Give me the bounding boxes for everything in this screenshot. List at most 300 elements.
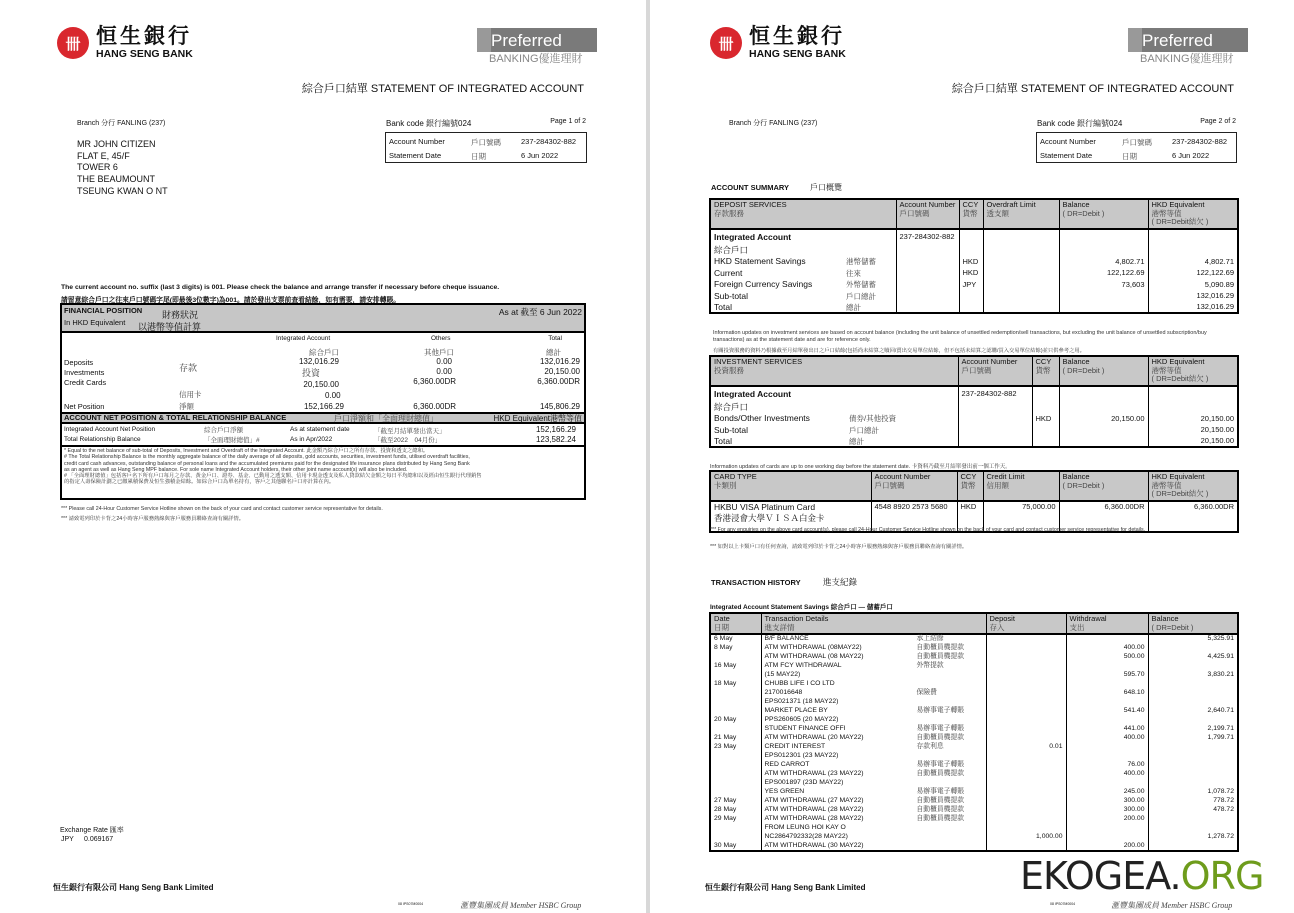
table-cell <box>983 267 1059 279</box>
transaction-withdrawal <box>1066 779 1148 788</box>
header-label-zh: ( DR=Debit結欠 ) <box>1151 217 1209 226</box>
transaction-balance <box>1148 770 1238 779</box>
account-number-label-zh: 戶口號碼 <box>1122 138 1152 147</box>
transaction-details-cell <box>761 815 986 824</box>
transaction-date <box>710 752 761 761</box>
transaction-balance: 4,425.91 <box>1148 653 1238 662</box>
transaction-balance <box>1148 824 1238 833</box>
header-label-zh: 日期 <box>714 622 729 632</box>
header-label: CCY <box>962 200 979 209</box>
transaction-withdrawal: 300.00 <box>1066 797 1148 806</box>
header-label-zh: ( DR=Debit ) <box>1151 622 1194 632</box>
transaction-details-zh: 自動櫃員機提款 <box>916 796 965 804</box>
transaction-row <box>710 743 1238 752</box>
address-line: MR JOHN CITIZEN <box>77 139 156 149</box>
header-label-zh: 港幣等值 <box>1151 480 1182 490</box>
transaction-details-cell <box>761 842 986 852</box>
table-row <box>710 290 1238 302</box>
deposits-label: Deposits <box>64 358 94 367</box>
transaction-details-zh: 自動櫃員機提款 <box>916 805 965 813</box>
row-label-cell <box>710 229 896 244</box>
transaction-balance <box>1148 815 1238 824</box>
table-cell <box>959 229 983 244</box>
transaction-details-zh: 自動櫃員機提款 <box>916 643 965 651</box>
header-label: Deposit <box>989 614 1015 623</box>
table-cell: 122,122.69 <box>1059 267 1148 279</box>
transaction-balance: 1,799.71 <box>1148 734 1238 743</box>
table-row <box>710 386 1238 401</box>
account-summary-title: ACCOUNT SUMMARY <box>711 183 790 192</box>
transaction-date: 29 May <box>710 815 761 824</box>
form-code: 08 IPS07M0004 <box>1050 902 1076 906</box>
transaction-date: 27 May <box>710 797 761 806</box>
header-label-zh: ( DR=Debit ) <box>1062 365 1105 375</box>
column-header <box>983 471 1059 501</box>
row-label-zh: 外幣儲蓄 <box>846 280 876 290</box>
statement-date: 6 Jun 2022 <box>521 151 559 160</box>
page-number: Page 2 of 2 <box>1200 118 1236 125</box>
column-header <box>871 471 957 501</box>
table-row <box>710 424 1238 436</box>
table-row <box>710 501 1238 512</box>
fp-sub-zh: 以港幣等值計算 <box>138 322 202 332</box>
transaction-balance: 2,640.71 <box>1148 707 1238 716</box>
transaction-details: PPS260605 (20 MAY22) <box>764 715 839 723</box>
transaction-details-cell <box>761 833 986 842</box>
transaction-deposit <box>986 797 1066 806</box>
column-header <box>986 613 1066 634</box>
transaction-balance: 3,830.21 <box>1148 671 1238 680</box>
net-row-zh: 綜合戶口淨額 <box>204 427 243 434</box>
table-cell <box>896 267 959 279</box>
transaction-details: NC2864792332(28 MAY22) <box>764 832 848 840</box>
col-others-zh: 其他戶口 <box>424 348 454 357</box>
preferred-text: Preferred <box>491 31 562 50</box>
transaction-balance <box>1148 662 1238 671</box>
transaction-date: 16 May <box>710 662 761 671</box>
transaction-details-zh: 自動櫃員機提款 <box>916 814 965 822</box>
transaction-row <box>710 707 1238 716</box>
transaction-details-cell <box>761 716 986 725</box>
column-header <box>710 356 958 386</box>
header-label-zh: 透支額 <box>986 208 1009 218</box>
net-row-when-zh: 「截至2022 04月份」 <box>374 437 442 444</box>
transaction-row <box>710 662 1238 671</box>
table-cell: 132,016.29 <box>1148 302 1238 314</box>
row-label-cell <box>710 244 896 256</box>
table-cell: JPY <box>959 279 983 291</box>
header-label-zh: 貨幣 <box>1035 365 1051 375</box>
table-cell <box>959 244 983 256</box>
transaction-details: EPS012301 (23 MAY22) <box>764 751 839 759</box>
footer-bank-name: 恒生銀行有限公司 Hang Seng Bank Limited <box>705 883 866 892</box>
net-position-label-zh: 淨額 <box>179 402 194 411</box>
net-position-title-zh: 戶口淨額和「全面理財總值」 <box>334 414 438 423</box>
table-cell <box>1148 386 1238 401</box>
transaction-withdrawal: 648.10 <box>1066 689 1148 698</box>
transaction-deposit <box>986 725 1066 734</box>
transaction-details: B/F BALANCE <box>764 635 809 642</box>
header-label: HKD Equivalent <box>1151 472 1205 481</box>
bank-code: Bank code 銀行編號024 <box>386 119 472 128</box>
header-label-zh: 港幣等值 <box>1151 208 1182 218</box>
card-notes-zh: *** 如對以上卡類戶口有任何查詢，請致電列印於卡背之24小時客戶服務熱線與客戶服務員聯絡查詢有關詳情。 <box>710 544 968 550</box>
notice-en: The current account no. suffix (last 3 digits) is 001. Please check the balance and arrange transfer if necessary before cheque issuance. <box>61 284 500 291</box>
transaction-balance: 1,078.72 <box>1148 788 1238 797</box>
transaction-details: ATM WITHDRAWAL (27 MAY22) <box>764 796 864 804</box>
transaction-row <box>710 806 1238 815</box>
table-cell: 4,802.71 <box>1148 256 1238 268</box>
transaction-date <box>710 779 761 788</box>
table-cell: HKD <box>959 267 983 279</box>
table-cell: 20,150.00 <box>1148 424 1238 436</box>
transaction-date: 20 May <box>710 716 761 725</box>
header-label-zh: 存款服務 <box>714 208 744 218</box>
card-info: Information updates of cards are up to one working day before the statement date. 卡資料乃截至月結單發出前一個工作天。 <box>710 464 1011 470</box>
transaction-history-title: TRANSACTION HISTORY <box>711 578 801 587</box>
column-header <box>1059 356 1148 386</box>
transaction-details-cell <box>761 671 986 680</box>
transaction-row <box>710 833 1238 842</box>
column-header <box>1066 613 1148 634</box>
header-label-zh: ( DR=Debit ) <box>1062 208 1105 218</box>
transaction-details: FROM LEUNG HOI KAY O <box>764 823 846 831</box>
transaction-withdrawal <box>1066 680 1148 689</box>
table-header-row <box>710 356 1238 386</box>
table-cell <box>896 256 959 268</box>
row-label-cell <box>710 302 896 314</box>
row-label-cell <box>710 290 896 302</box>
account-info-box <box>385 132 587 163</box>
footer-bank-name: 恒生銀行有限公司 Hang Seng Bank Limited <box>53 883 214 892</box>
transaction-withdrawal: 595.70 <box>1066 671 1148 680</box>
header-label: CCY <box>1035 357 1052 366</box>
transaction-details-cell <box>761 824 986 833</box>
address-line: TOWER 6 <box>77 162 118 173</box>
transaction-deposit <box>986 653 1066 662</box>
row-label: Integrated Account <box>714 231 792 242</box>
transaction-row <box>710 761 1238 770</box>
row-label: Integrated Account <box>714 388 792 399</box>
row-label: Total <box>714 301 732 312</box>
transaction-withdrawal: 245.00 <box>1066 788 1148 797</box>
customer-address <box>77 139 168 198</box>
table-cell: HKD <box>1032 413 1059 425</box>
row-label: 香港浸會大學ＶＩＳＡ白金卡 <box>714 512 825 523</box>
table-cell <box>958 436 1032 448</box>
transaction-details: 2170016648 <box>764 688 803 696</box>
transaction-withdrawal: 400.00 <box>1066 734 1148 743</box>
footnote: as an agent as well as Hang Seng MPF balance. For sole name Integrated Account holders, their other joint name account(s) will also be included. <box>64 466 408 473</box>
header-label: DEPOSIT SERVICES <box>714 200 787 209</box>
table-cell <box>896 302 959 314</box>
transaction-details-zh: 外幣提款 <box>916 661 944 669</box>
header-label-zh: 貨幣 <box>962 208 978 218</box>
table-cell <box>1059 401 1148 413</box>
header-label: Credit Limit <box>986 472 1025 481</box>
deposits-others: 0.00 <box>436 357 452 366</box>
table-cell <box>983 290 1059 302</box>
hkd-equivalent: HKD Equivalent港幣等值 <box>493 414 582 423</box>
transaction-date: 18 May <box>710 680 761 689</box>
column-header <box>710 199 896 229</box>
transaction-date <box>710 689 761 698</box>
transaction-deposit <box>986 806 1066 815</box>
header-label-zh: 戶口號碼 <box>899 208 930 218</box>
transaction-details: CHUBB LIFE I CO LTD <box>764 679 835 687</box>
header-label: Balance <box>1062 472 1090 481</box>
table-cell <box>1059 290 1148 302</box>
table-row <box>710 413 1238 425</box>
deposits-integrated: 132,016.29 <box>298 357 339 366</box>
net-position-title: ACCOUNT NET POSITION & TOTAL RELATIONSHIP BALANCE <box>64 413 287 422</box>
header-label-zh: ( DR=Debit ) <box>1062 480 1105 490</box>
account-summary-title-zh: 戶口概覽 <box>810 183 842 192</box>
table-cell <box>1148 244 1238 256</box>
transaction-details-cell <box>761 743 986 752</box>
transaction-details-cell <box>761 698 986 707</box>
transaction-withdrawal: 400.00 <box>1066 770 1148 779</box>
transaction-deposit <box>986 770 1066 779</box>
column-header <box>1059 471 1148 501</box>
transaction-history-title-zh: 進支紀錄 <box>823 577 858 587</box>
net-position-label: Net Position <box>64 402 105 411</box>
cards-table <box>709 470 1239 533</box>
transaction-details-cell <box>761 725 986 734</box>
row-label: Foreign Currency Savings <box>714 279 813 290</box>
net-row-label: Integrated Account Net Position <box>64 426 156 433</box>
transaction-row <box>710 725 1238 734</box>
transaction-details-zh: 自動櫃員機提款 <box>916 652 965 660</box>
header-label: HKD Equivalent <box>1151 200 1205 209</box>
row-label: Total <box>714 435 732 446</box>
transaction-balance <box>1148 698 1238 707</box>
header-label: Withdrawal <box>1069 614 1107 623</box>
statement-date-label: Statement Date <box>389 151 442 160</box>
table-cell <box>1032 424 1059 436</box>
transaction-deposit <box>986 644 1066 653</box>
row-label-cell <box>710 386 958 401</box>
transaction-row <box>710 634 1238 644</box>
transaction-details: CREDIT INTEREST <box>764 742 826 750</box>
statement-date-label-zh: 日期 <box>1122 152 1137 161</box>
table-cell <box>983 256 1059 268</box>
transaction-balance <box>1148 779 1238 788</box>
transaction-details: ATM WITHDRAWAL (08 MAY22) <box>764 652 864 660</box>
column-header <box>1148 199 1238 229</box>
column-header <box>1148 471 1238 501</box>
transaction-details-zh: 承上結餘 <box>916 635 944 642</box>
deposit-services-table <box>709 198 1239 314</box>
header-label-zh: ( DR=Debit結欠 ) <box>1151 489 1209 498</box>
transaction-details: ATM WITHDRAWAL (28 MAY22) <box>764 805 864 813</box>
transaction-date <box>710 653 761 662</box>
credit-cards-label-zh: 信用卡 <box>179 390 202 399</box>
table-cell: 20,150.00 <box>1148 436 1238 448</box>
table-row <box>710 244 1238 256</box>
header-label: Date <box>714 614 730 623</box>
table-cell <box>983 302 1059 314</box>
branch: Branch 分行 FANLING (237) <box>729 120 818 127</box>
transaction-date <box>710 707 761 716</box>
row-label-zh: 總計 <box>846 302 861 312</box>
column-header <box>761 613 986 634</box>
transaction-withdrawal <box>1066 716 1148 725</box>
transaction-withdrawal: 76.00 <box>1066 761 1148 770</box>
table-cell <box>1059 436 1148 448</box>
row-label-zh: 港幣儲蓄 <box>846 257 876 267</box>
column-header <box>896 199 959 229</box>
table-cell <box>1148 401 1238 413</box>
table-cell <box>958 413 1032 425</box>
table-cell <box>896 290 959 302</box>
transaction-date: 30 May <box>710 842 761 852</box>
investments-label-zh: 投資 <box>302 368 321 378</box>
hang-seng-logo-icon: 卌 <box>57 27 89 59</box>
notice-zh: 請留意綜合戶口之往來戶口號碼字尾(即最後3位數字)為001。請於發出支票前查看結餘，如有需要，請安排轉賬。 <box>61 297 401 304</box>
transaction-details: YES GREEN <box>764 787 805 795</box>
bank-code: Bank code 銀行編號024 <box>1037 119 1123 128</box>
header-label: Transaction Details <box>764 614 829 623</box>
banking-text: BANKING優進理財 <box>1140 53 1234 65</box>
transaction-deposit: 1,000.00 <box>986 833 1066 842</box>
row-label-zh: 往來 <box>846 268 861 278</box>
table-cell: 20,150.00 <box>1148 413 1238 425</box>
table-cell: 6,360.00DR <box>1148 501 1238 512</box>
transaction-balance <box>1148 689 1238 698</box>
transaction-withdrawal <box>1066 824 1148 833</box>
transaction-row <box>710 716 1238 725</box>
table-cell: 6,360.00DR <box>1059 501 1148 512</box>
statement-savings-label: Integrated Account Statement Savings 綜合戶口 — 儲蓄戶口 <box>710 604 893 611</box>
transaction-date <box>710 824 761 833</box>
table-cell <box>1032 386 1059 401</box>
column-header <box>1148 356 1238 386</box>
transaction-balance <box>1148 680 1238 689</box>
credit-cards-integrated: 0.00 <box>325 391 341 400</box>
hotline-en: *** Please call 24-Hour Customer Service Hotline shown on the back of your card and contact customer service representative for details. <box>61 506 383 512</box>
statement-title: 綜合戶口結單 STATEMENT OF INTEGRATED ACCOUNT <box>301 83 584 95</box>
transaction-date <box>710 833 761 842</box>
col-integrated: Integrated Account <box>276 335 331 342</box>
table-cell <box>896 244 959 256</box>
table-row <box>710 279 1238 291</box>
transaction-date <box>710 761 761 770</box>
row-label-cell <box>710 512 871 524</box>
banking-text: BANKING優進理財 <box>489 53 583 65</box>
transaction-details: ATM FCY WITHDRAWAL <box>764 661 842 669</box>
row-label-cell <box>710 501 871 512</box>
table-cell <box>1032 436 1059 448</box>
transaction-deposit <box>986 698 1066 707</box>
footnote: # The Total Relationship Balance is the monthly aggregate balance of the daily average of all deposits, gold accounts, securities, investment funds, utilised overdraft facilities, <box>64 454 470 461</box>
transaction-balance <box>1148 761 1238 770</box>
logo-english: HANG SENG BANK <box>96 48 193 60</box>
table-cell <box>958 401 1032 413</box>
col-total-zh: 總計 <box>546 348 561 357</box>
transaction-deposit <box>986 671 1066 680</box>
preferred-banking-logo <box>477 28 597 66</box>
credit-cards-others: 6,360.00DR <box>413 377 456 386</box>
transaction-row <box>710 644 1238 653</box>
hsbc-member: 滙豐集團成員 Member HSBC Group <box>1111 901 1233 910</box>
transaction-withdrawal: 541.40 <box>1066 707 1148 716</box>
account-number: 237-284302-882 <box>521 137 577 146</box>
table-cell <box>1059 302 1148 314</box>
transaction-balance <box>1148 752 1238 761</box>
table-header-row <box>710 471 1238 501</box>
transaction-details: MARKET PLACE BY <box>764 706 828 714</box>
transaction-details-zh: 易辦事電子轉賬 <box>916 760 965 768</box>
table-cell: 122,122.69 <box>1148 267 1238 279</box>
transaction-details-cell <box>761 653 986 662</box>
statement-title: 綜合戶口結單 STATEMENT OF INTEGRATED ACCOUNT <box>951 83 1234 95</box>
net-position-total: 145,806.29 <box>539 402 580 411</box>
row-label: 綜合戶口 <box>714 244 749 255</box>
transaction-withdrawal <box>1066 752 1148 761</box>
investments-others: 0.00 <box>436 367 452 376</box>
row-label-cell <box>710 267 896 279</box>
header-label: Balance <box>1151 614 1179 623</box>
header-label: HKD Equivalent <box>1151 357 1205 366</box>
investment-info-zh: 有關投資服務的資料乃根據截至月結單發出日之戶口結餘(包括尚未結算之贖回/賣出交易單位結餘，但不包括未結算之認購/買入交易單位結餘)並只供參考之用。 <box>713 348 1085 354</box>
transaction-withdrawal <box>1066 833 1148 842</box>
transaction-deposit <box>986 788 1066 797</box>
transaction-details-zh: 自動櫃員機提款 <box>916 769 965 777</box>
address-line: FLAT E, 45/F <box>77 150 130 161</box>
transactions-table <box>709 612 1239 852</box>
table-cell: HKD <box>957 501 983 512</box>
table-row <box>710 436 1238 448</box>
transaction-row <box>710 797 1238 806</box>
table-row <box>710 267 1238 279</box>
row-label: Sub-total <box>714 290 749 301</box>
footnote: credit card cash advances, outstanding balance of personal loans and the accumulated premiums paid for the designated life insurance plans distributed by Hang Seng Bank <box>64 460 470 467</box>
form-code: 08 IPS07M0004 <box>398 902 424 906</box>
preferred-text: Preferred <box>1142 31 1213 50</box>
header-label: CCY <box>960 472 977 481</box>
transaction-withdrawal: 441.00 <box>1066 725 1148 734</box>
transaction-details: EPS001897 (23D MAY22) <box>764 778 844 786</box>
transaction-balance <box>1148 743 1238 752</box>
header-label: INVESTMENT SERVICES <box>714 357 803 366</box>
transaction-withdrawal <box>1066 743 1148 752</box>
transaction-details-cell <box>761 689 986 698</box>
net-row-zh: 「全面理財總值」# <box>204 437 260 444</box>
table-cell <box>958 424 1032 436</box>
footnote: * Equal to the net balance of sub-total of Deposits, Investment and Overdraft of the Integrated Account. 此金額乃綜合戶口之所有存款、投資和透支之總和。 <box>64 448 429 454</box>
financial-position-table <box>60 303 586 500</box>
table-cell <box>1032 401 1059 413</box>
table-cell <box>1059 244 1148 256</box>
transaction-date: 23 May <box>710 743 761 752</box>
row-label: Bonds/Other Investments <box>714 413 810 424</box>
table-row <box>710 401 1238 413</box>
transaction-details-cell <box>761 634 986 644</box>
header-label-zh: 信用額 <box>986 480 1009 490</box>
footnote: 的指定人壽保險計劃之已繳累積保費及恒生強積金結餘。如綜合戶口為單名持有，客戶之其他聯名戶口亦計算在內。 <box>64 479 335 486</box>
transaction-row <box>710 779 1238 788</box>
statement-date-label-zh: 日期 <box>471 152 486 161</box>
transaction-row <box>710 653 1238 662</box>
address-line: THE BEAUMOUNT <box>77 174 156 185</box>
table-row <box>710 512 1238 524</box>
transaction-details: ATM WITHDRAWAL (08MAY22) <box>764 643 862 651</box>
transaction-details-cell <box>761 770 986 779</box>
statement-date-label: Statement Date <box>1040 151 1093 160</box>
transaction-withdrawal: 200.00 <box>1066 815 1148 824</box>
transaction-withdrawal: 300.00 <box>1066 806 1148 815</box>
